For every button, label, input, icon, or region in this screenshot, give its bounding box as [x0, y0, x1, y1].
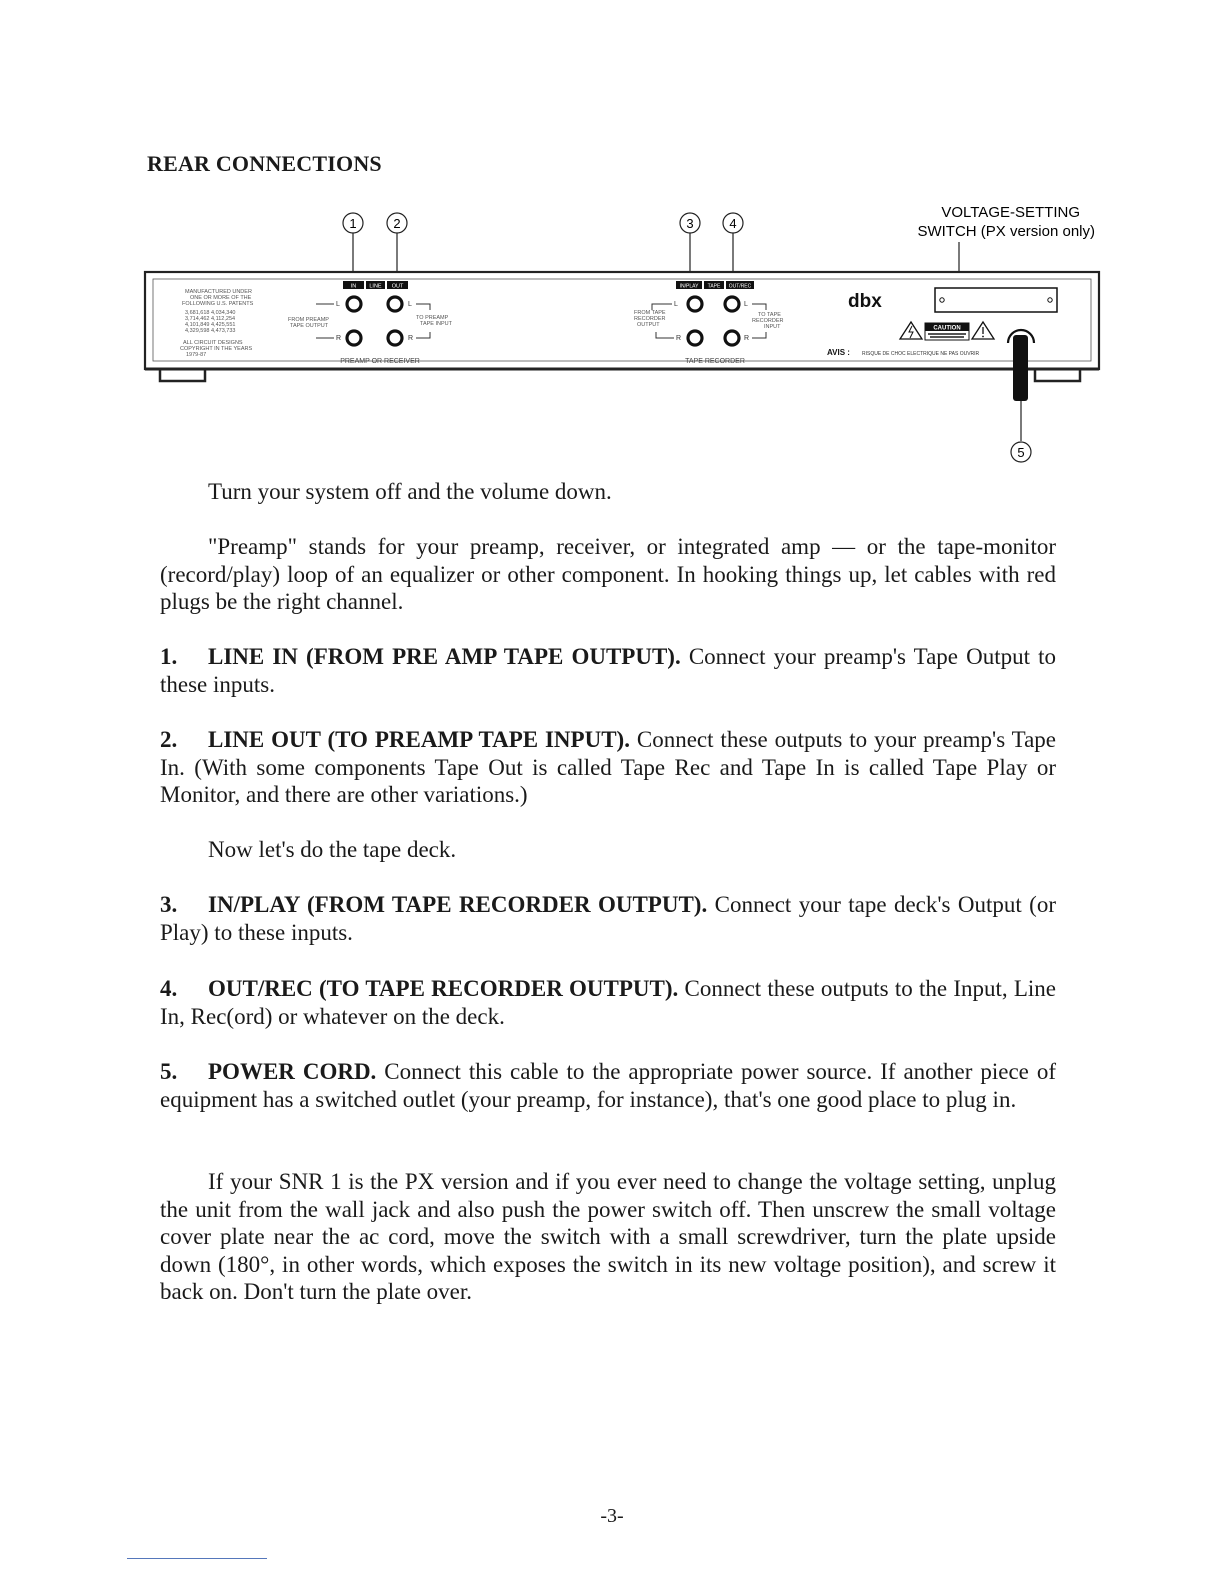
svg-text:OUTPUT: OUTPUT: [637, 322, 660, 328]
svg-text:L: L: [336, 301, 340, 308]
footer-rule: [127, 1558, 267, 1559]
list-item-title: LINE IN (FROM PRE AMP TAPE OUTPUT).: [208, 644, 681, 669]
list-item-text: Connect these outputs to the Input, Line In, Rec(ord) or whatever on the deck.: [160, 976, 1057, 1029]
svg-text:R: R: [744, 335, 750, 342]
svg-text:3: 3: [686, 216, 694, 231]
svg-text:RECORDER: RECORDER: [634, 316, 666, 322]
svg-text:COPYRIGHT IN THE YEARS: COPYRIGHT IN THE YEARS: [180, 346, 253, 352]
list-item-number: 2.: [160, 727, 178, 752]
svg-text:4: 4: [729, 216, 737, 231]
tape-deck-paragraph: Now let's do the tape deck.: [208, 837, 457, 862]
list-item-number: 5.: [160, 1059, 178, 1084]
svg-text:1979-87: 1979-87: [186, 352, 207, 358]
preamp-paragraph: "Preamp" stands for your preamp, receiver, or integrated amp — or the tape-monitor (record/play) loop of an equalizer or other component. In hooking things up, let cables with red plugs be the right channel.: [160, 534, 1056, 614]
svg-text:TO TAPE: TO TAPE: [758, 312, 781, 318]
svg-text:2: 2: [393, 216, 401, 231]
voltage-paragraph: If your SNR 1 is the PX version and if you ever need to change the voltage setting, unplug the unit from the wall jack and also push the power switch off. Then unscrew the small voltage cover plate near the ac cord, move the switch with a small screwdriver, turn the plate upside down (180°, in other words, which exposes the switch in its new voltage position), and screw it back on. Don't turn the plate over.: [160, 1169, 1056, 1304]
dbx-logo: dbx: [848, 291, 882, 312]
rear-panel-diagram: [140, 195, 1105, 470]
svg-text:FROM PREAMP: FROM PREAMP: [288, 317, 329, 323]
callout-1: [343, 213, 363, 272]
callout-4: [723, 213, 743, 272]
svg-text:IN/PLAY: IN/PLAY: [679, 283, 699, 290]
svg-text:R: R: [676, 335, 682, 342]
svg-text:FOLLOWING U.S. PATENTS: FOLLOWING U.S. PATENTS: [182, 301, 254, 307]
panel-foot-left: [160, 369, 205, 381]
svg-text:PREAMP OR RECEIVER: PREAMP OR RECEIVER: [340, 358, 420, 365]
svg-text:LINE: LINE: [369, 283, 382, 290]
list-item-3: [160, 891, 1056, 946]
callout-3: [680, 213, 700, 272]
svg-text:R: R: [408, 335, 414, 342]
svg-text:ONE OR MORE OF THE: ONE OR MORE OF THE: [190, 295, 252, 301]
callout-5: [1011, 400, 1031, 462]
page-number: -3-: [600, 1505, 624, 1527]
list-item-1: [160, 643, 1056, 698]
list-item-text: Connect your tape deck's Output (or Play) to these inputs.: [160, 892, 1056, 945]
svg-text:ALL CIRCUIT DESIGNS: ALL CIRCUIT DESIGNS: [183, 340, 243, 346]
svg-text:MANUFACTURED UNDER: MANUFACTURED UNDER: [185, 289, 252, 295]
list-item-text: Connect your preamp's Tape Output to these inputs.: [160, 644, 1057, 697]
list-item-title: LINE OUT (TO PREAMP TAPE INPUT).: [208, 727, 630, 752]
avis-label: AVIS :: [827, 348, 850, 357]
svg-text:OUT: OUT: [391, 283, 404, 290]
list-item-4: [160, 975, 1056, 1030]
svg-text:TAPE RECORDER: TAPE RECORDER: [685, 358, 745, 365]
list-item-text: Connect these outputs to your preamp's Tape In. (With some components Tape Out is called Tape Rec and Tape In is called Tape Play or Monitor, and there are other variations.): [160, 727, 1056, 807]
svg-text:3,681,618 4,034,340: 3,681,618 4,034,340: [185, 310, 236, 316]
svg-text:CAUTION: CAUTION: [933, 325, 961, 332]
list-item-title: OUT/REC (TO TAPE RECORDER OUTPUT).: [208, 976, 679, 1001]
svg-text:INPUT: INPUT: [764, 324, 781, 330]
callout-2: [387, 213, 407, 272]
svg-text:TAPE: TAPE: [707, 283, 721, 290]
svg-text:4,329,598 4,473,733: 4,329,598 4,473,733: [185, 328, 236, 334]
panel-foot-right: [1035, 369, 1080, 381]
intro-paragraph: Turn your system off and the volume down.: [208, 479, 612, 504]
svg-text:IN: IN: [350, 283, 357, 290]
svg-text:4,101,849 4,425,551: 4,101,849 4,425,551: [185, 322, 236, 328]
avis-text: RISQUE DE CHOC ELECTRIQUE NE PAS OUVRIR: [862, 351, 980, 357]
svg-text:1: 1: [349, 216, 357, 231]
svg-text:TAPE OUTPUT: TAPE OUTPUT: [290, 323, 329, 329]
voltage-label-line1: VOLTAGE-SETTING: [941, 204, 1080, 221]
svg-text:L: L: [744, 301, 748, 308]
voltage-label-line2: SWITCH (PX version only): [917, 223, 1095, 240]
list-item-text: Connect this cable to the appropriate power source. If another piece of equipment has a switched outlet (your preamp, for instance), that's one good place to plug in.: [160, 1059, 1056, 1112]
svg-text:L: L: [408, 301, 412, 308]
svg-text:TAPE INPUT: TAPE INPUT: [420, 321, 452, 327]
list-item-2: [160, 726, 1056, 809]
list-item-title: POWER CORD.: [208, 1059, 377, 1084]
svg-text:L: L: [674, 301, 678, 308]
svg-text:OUT/REC: OUT/REC: [728, 283, 752, 290]
svg-text:TO PREAMP: TO PREAMP: [416, 315, 449, 321]
svg-text:R: R: [336, 335, 342, 342]
section-title: REAR CONNECTIONS: [147, 151, 382, 176]
list-item-number: 4.: [160, 976, 178, 1001]
list-item-title: IN/PLAY (FROM TAPE RECORDER OUTPUT).: [208, 892, 708, 917]
svg-text:5: 5: [1017, 445, 1025, 460]
svg-text:3,714,462 4,112,254: 3,714,462 4,112,254: [185, 316, 236, 322]
svg-text:FROM TAPE: FROM TAPE: [634, 310, 666, 316]
list-item-5: [160, 1058, 1056, 1113]
svg-text:RECORDER: RECORDER: [752, 318, 784, 324]
list-item-number: 1.: [160, 644, 178, 669]
list-item-number: 3.: [160, 892, 178, 917]
